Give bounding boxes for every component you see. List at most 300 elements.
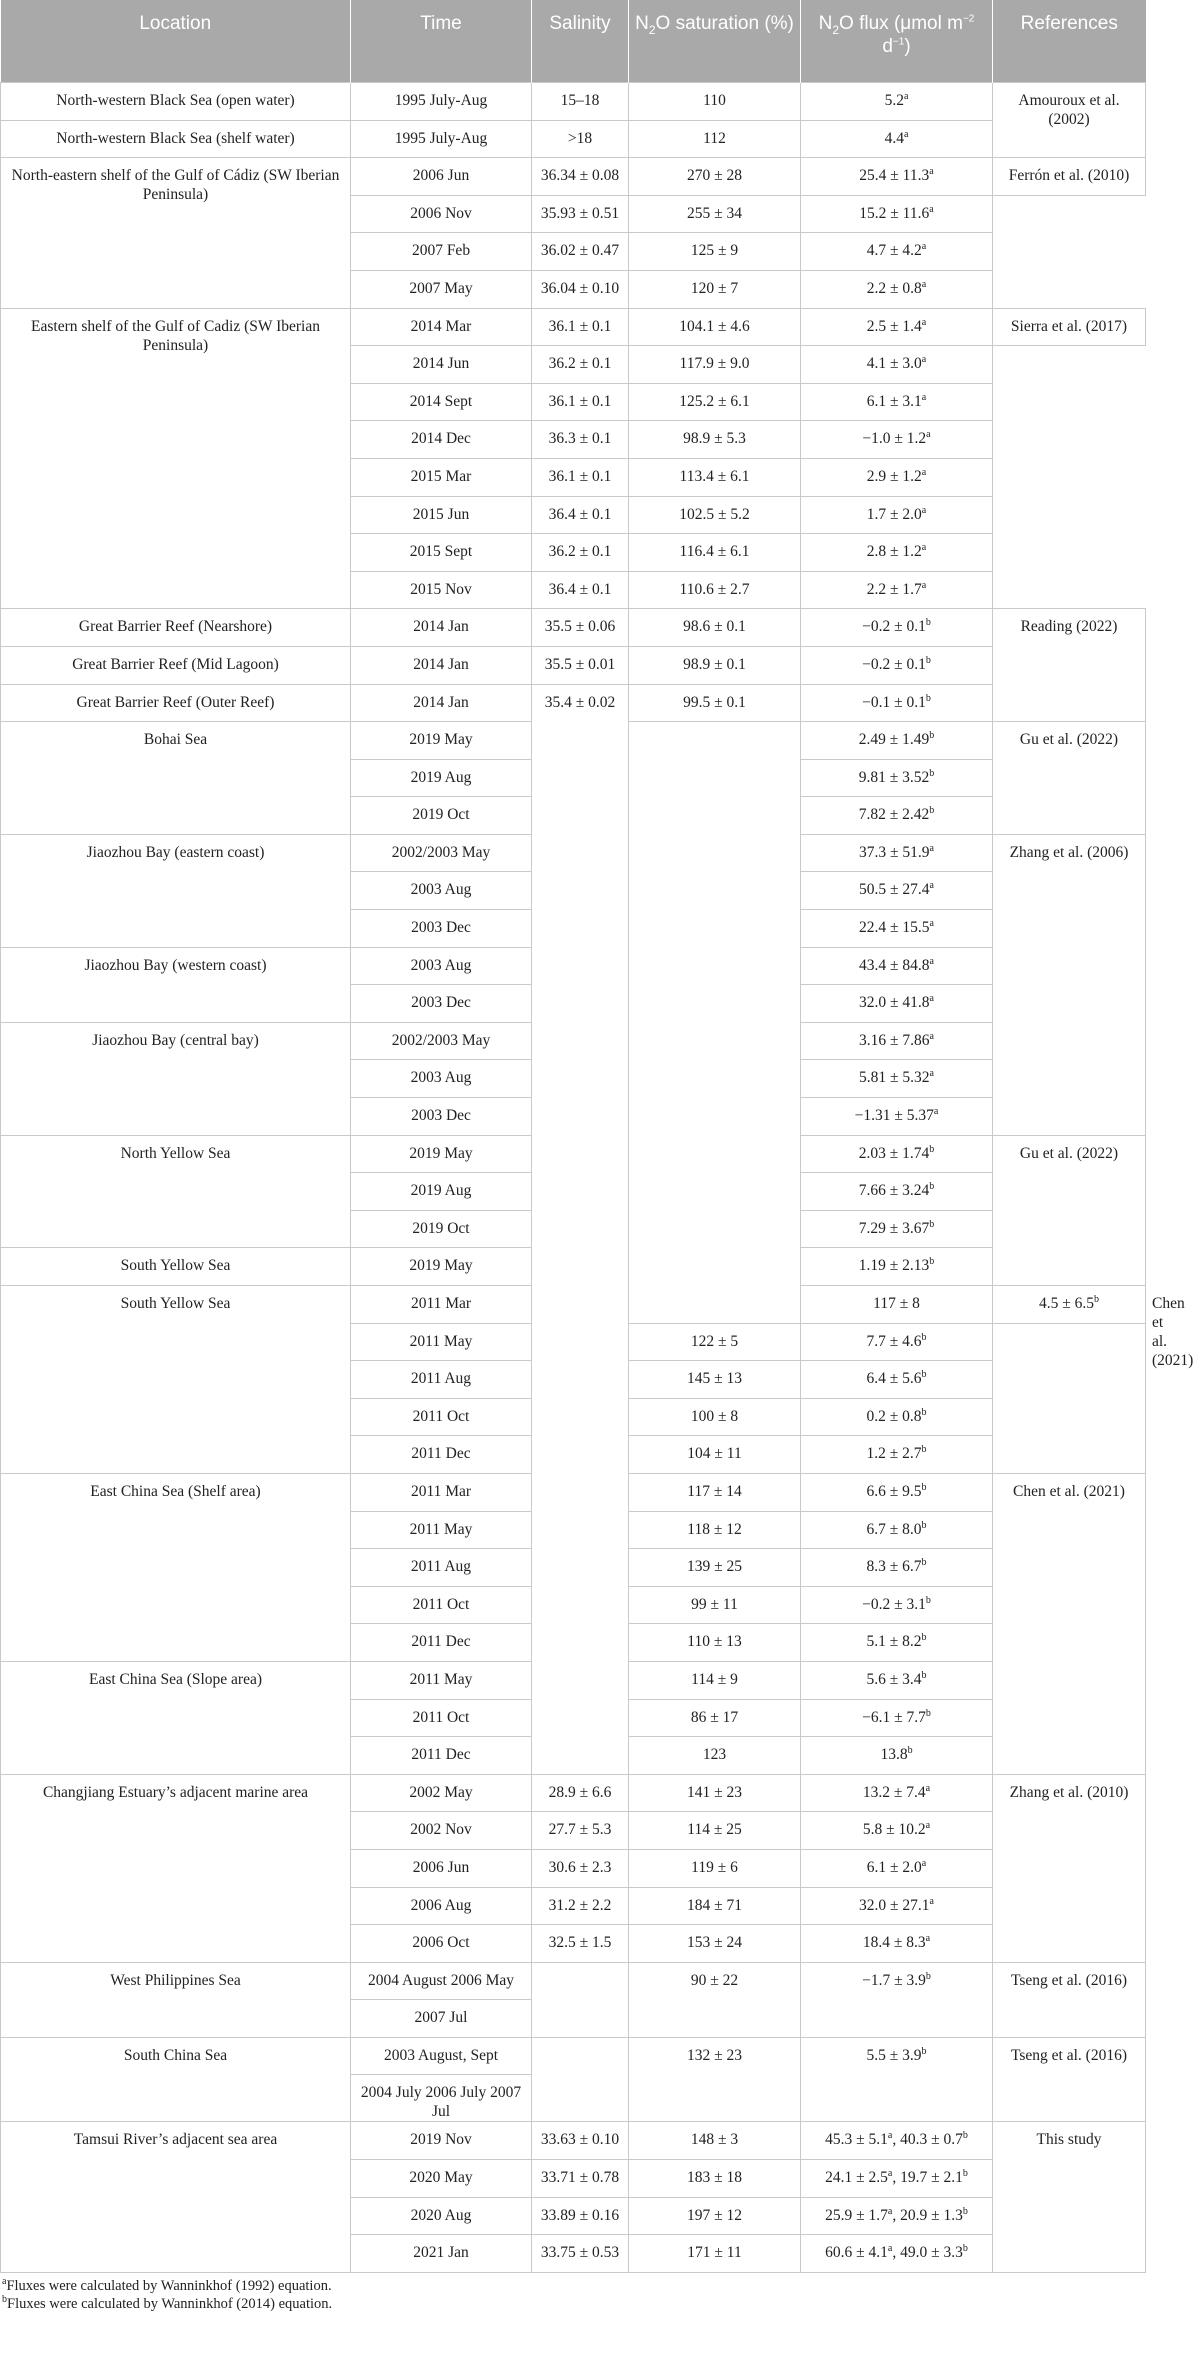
cell-time: 2006 Nov	[351, 195, 532, 233]
cell-flux	[801, 722, 993, 760]
cell-flux	[801, 834, 993, 872]
cell-location: Eastern shelf of the Gulf of Cadiz (SW Iberian Peninsula)	[1, 308, 351, 609]
flux-footnote-mark: a	[929, 203, 934, 215]
cell-time: 2019 May	[351, 1135, 532, 1173]
cell-saturation: 125 ± 9	[629, 233, 801, 271]
cell-saturation: 114 ± 9	[629, 1661, 801, 1699]
cell-flux	[801, 1098, 993, 1136]
cell-saturation: 120 ± 7	[629, 270, 801, 308]
flux-value: 6.6 ± 9.5	[866, 1482, 922, 1500]
flux-value: −1.0 ± 1.2	[862, 430, 927, 448]
table-row	[1, 158, 1146, 196]
cell-time: 2011 May	[351, 1323, 532, 1361]
cell-saturation: 99.5 ± 0.1	[629, 684, 801, 722]
cell-flux	[801, 1925, 993, 1963]
flux-value: 60.6 ± 4.1	[825, 2244, 888, 2262]
cell-location: Jiaozhou Bay (eastern coast)	[1, 834, 351, 947]
flux-footnote-mark: b	[1094, 1293, 1099, 1305]
cell-flux	[801, 1699, 993, 1737]
cell-flux	[801, 1361, 993, 1399]
cell-salinity: 33.63 ± 0.10	[532, 2122, 629, 2160]
cell-reference: Zhang et al. (2010)	[993, 1774, 1146, 1962]
cell-location: Great Barrier Reef (Mid Lagoon)	[1, 646, 351, 684]
flux-footnote-mark: a	[926, 429, 931, 441]
flux-value: 7.82 ± 2.42	[858, 806, 930, 824]
cell-saturation: 110	[629, 83, 801, 121]
cell-location: Great Barrier Reef (Outer Reef)	[1, 684, 351, 722]
flux-footnote-mark: a	[929, 1068, 934, 1080]
cell-saturation: 270 ± 28	[629, 158, 801, 196]
cell-saturation: 117 ± 8	[801, 1286, 993, 1324]
flux-value: 5.6 ± 3.4	[866, 1670, 922, 1688]
cell-flux	[801, 1586, 993, 1624]
cell-flux	[801, 270, 993, 308]
cell-saturation: 90 ± 22	[629, 1962, 801, 2037]
header-references: References	[993, 0, 1146, 83]
cell-reference: Gu et al. (2022)	[993, 722, 1146, 835]
cell-salinity: 36.2 ± 0.1	[532, 534, 629, 572]
cell-saturation: 98.6 ± 0.1	[629, 609, 801, 647]
cell-salinity: 15–18	[532, 83, 629, 121]
cell-saturation: 132 ± 23	[629, 2037, 801, 2122]
cell-flux	[801, 1661, 993, 1699]
flux-footnote-mark: a	[921, 391, 927, 403]
cell-reference: Sierra et al. (2017)	[993, 308, 1146, 346]
cell-location: East China Sea (Slope area)	[1, 1661, 351, 1774]
cell-flux	[801, 1511, 993, 1549]
header-salinity: Salinity	[532, 0, 629, 83]
cell-salinity: 28.9 ± 6.6	[532, 1774, 629, 1812]
cell-saturation: 86 ± 17	[629, 1699, 801, 1737]
cell-location: Tamsui River’s adjacent sea area	[1, 2122, 351, 2272]
cell-time: 2006 Aug	[351, 1887, 532, 1925]
cell-location: South Yellow Sea	[1, 1286, 351, 1474]
flux-footnote-mark: a	[925, 1932, 931, 1944]
flux-value: 2.03 ± 1.74	[858, 1144, 930, 1162]
table-row	[1, 2122, 1146, 2160]
flux-footnote-mark: a	[929, 842, 934, 854]
cell-time: 2014 Jan	[351, 684, 532, 722]
cell-flux	[801, 1173, 993, 1211]
flux-footnote-mark: a	[921, 1857, 927, 1869]
cell-time: 2014 Dec	[351, 421, 532, 459]
cell-saturation: 104.1 ± 4.6	[629, 308, 801, 346]
cell-time: 2014 Mar	[351, 308, 532, 346]
cell-time: 2003 Aug	[351, 1060, 532, 1098]
header-saturation: $N_2O$ saturation (%)	[629, 0, 801, 83]
flux-footnote-mark: b	[921, 1331, 927, 1343]
flux-value: 45.3 ± 5.1	[825, 2131, 888, 2149]
flux-value: 2.5 ± 1.4	[866, 317, 922, 335]
cell-flux	[801, 195, 993, 233]
flux-value: 6.4 ± 5.6	[866, 1370, 922, 1388]
table-header	[1, 0, 1146, 83]
cell-location: South China Sea	[1, 2037, 351, 2122]
cell-time: 2014 Sept	[351, 383, 532, 421]
flux-value-2: , 40.3 ± 0.7	[892, 2131, 963, 2149]
flux-value: 7.66 ± 3.24	[858, 1182, 930, 1200]
table-row	[1, 1774, 1146, 1812]
cell-salinity: 30.6 ± 2.3	[532, 1849, 629, 1887]
cell-flux	[801, 308, 993, 346]
flux-footnote-mark: a	[903, 90, 909, 102]
cell-reference: Ferrón et al. (2010)	[993, 158, 1146, 196]
flux-footnote-mark: a	[921, 278, 927, 290]
cell-saturation: 255 ± 34	[629, 195, 801, 233]
cell-flux	[801, 646, 993, 684]
flux-value: 32.0 ± 41.8	[859, 994, 930, 1012]
cell-salinity: 27.7 ± 5.3	[532, 1812, 629, 1850]
cell-flux	[801, 759, 993, 797]
cell-salinity: 31.2 ± 2.2	[532, 1887, 629, 1925]
cell-reference: Tseng et al. (2016)	[993, 2037, 1146, 2122]
flux-value: 5.1 ± 8.2	[866, 1633, 922, 1651]
footnote-b: $^b$Fluxes were calculated by Wanninkhof (2014) equation.	[2, 2294, 333, 2312]
flux-value: −1.7 ± 3.9	[862, 1971, 926, 1989]
flux-value: 43.4 ± 84.8	[859, 956, 930, 974]
cell-location: Bohai Sea	[1, 722, 351, 835]
cell-saturation: 118 ± 12	[629, 1511, 801, 1549]
flux-footnote-mark: a	[921, 579, 927, 591]
cell-saturation: 102.5 ± 5.2	[629, 496, 801, 534]
flux-footnote-mark: b	[921, 1444, 927, 1456]
flux-footnote-mark: a	[887, 2243, 893, 2255]
table-row	[1, 646, 1146, 684]
cell-time: 2011 Dec	[351, 1737, 532, 1775]
flux-footnote-mark: b	[929, 1143, 935, 1155]
flux-footnote-mark: b	[921, 1519, 927, 1531]
flux-footnote-mark: b	[921, 1481, 927, 1493]
flux-value: 13.2 ± 7.4	[862, 1783, 926, 1801]
cell-saturation: 184 ± 71	[629, 1887, 801, 1925]
cell-salinity: 33.89 ± 0.16	[532, 2197, 629, 2235]
flux-value: 2.2 ± 0.8	[866, 279, 922, 297]
cell-flux	[801, 947, 993, 985]
flux-value: 1.2 ± 2.7	[866, 1445, 922, 1463]
flux-footnote-mark: a	[921, 316, 927, 328]
cell-time: 2011 Mar	[351, 1286, 532, 1324]
flux-value: 4.7 ± 4.2	[866, 242, 922, 260]
flux-footnote-mark: a	[921, 541, 927, 553]
flux-value: −0.1 ± 0.1	[862, 693, 926, 711]
cell-time: 2011 Oct	[351, 1398, 532, 1436]
cell-flux	[801, 1436, 993, 1474]
cell-time: 2006 Jun	[351, 1849, 532, 1887]
cell-flux	[801, 1323, 993, 1361]
flux-value: −6.1 ± 7.7	[862, 1708, 926, 1726]
cell-time: 2007 Feb	[351, 233, 532, 271]
cell-time: 2020 Aug	[351, 2197, 532, 2235]
flux-footnote-mark: a	[929, 1030, 934, 1042]
cell-flux	[801, 1060, 993, 1098]
cell-saturation: 125.2 ± 6.1	[629, 383, 801, 421]
flux-value: 37.3 ± 51.9	[859, 843, 930, 861]
cell-saturation: 113.4 ± 6.1	[629, 458, 801, 496]
cell-location: North Yellow Sea	[1, 1135, 351, 1248]
flux-footnote-mark: b	[907, 1744, 913, 1756]
flux-footnote-mark-2: b	[962, 2205, 968, 2217]
cell-flux	[801, 2037, 993, 2122]
table-row	[1, 83, 1146, 121]
cell-flux	[801, 1135, 993, 1173]
cell-time: 2015 Jun	[351, 496, 532, 534]
table-body	[1, 83, 1193, 2273]
flux-footnote-mark: b	[929, 729, 935, 741]
cell-time: 2003 Dec	[351, 910, 532, 948]
flux-footnote-mark: a	[925, 1782, 931, 1794]
cell-time: 2007 Jul	[351, 2000, 532, 2038]
cell-flux	[801, 2122, 993, 2160]
cell-location: West Philippines Sea	[1, 1962, 351, 2037]
flux-value-2: , 20.9 ± 1.3	[892, 2206, 963, 2224]
cell-time: 2019 May	[351, 722, 532, 760]
flux-value: 6.7 ± 8.0	[866, 1520, 922, 1538]
flux-footnote-mark: b	[925, 1707, 931, 1719]
cell-time: 2011 Dec	[351, 1624, 532, 1662]
cell-time: 2003 Dec	[351, 1098, 532, 1136]
cell-time: 2019 Oct	[351, 797, 532, 835]
cell-location: South Yellow Sea	[1, 1248, 351, 1286]
cell-time: 2019 May	[351, 1248, 532, 1286]
cell-salinity: 35.5 ± 0.01	[532, 646, 629, 684]
cell-time: 1995 July-Aug	[351, 120, 532, 158]
flux-value: 4.5 ± 6.5	[1038, 1295, 1094, 1312]
cell-flux	[801, 233, 993, 271]
cell-salinity: 35.93 ± 0.51	[532, 195, 629, 233]
flux-value: −0.2 ± 0.1	[862, 655, 926, 673]
cell-time: 2004 July 2006 July 2007 Jul	[351, 2075, 532, 2122]
flux-value: 15.2 ± 11.6	[859, 204, 930, 222]
cell-salinity: 33.75 ± 0.53	[532, 2235, 629, 2273]
cell-flux	[801, 383, 993, 421]
cell-flux	[801, 346, 993, 384]
flux-footnote-mark: a	[887, 2167, 893, 2179]
flux-value: 50.5 ± 27.4	[859, 881, 930, 899]
cell-saturation: 183 ± 18	[629, 2160, 801, 2198]
cell-saturation: 100 ± 8	[629, 1398, 801, 1436]
cell-flux	[801, 1887, 993, 1925]
cell-flux	[801, 571, 993, 609]
cell-location: East China Sea (Shelf area)	[1, 1473, 351, 1661]
cell-flux	[801, 1962, 993, 2037]
flux-value: 5.81 ± 5.32	[859, 1069, 930, 1087]
cell-saturation: 110 ± 13	[629, 1624, 801, 1662]
flux-footnote-mark: b	[921, 1669, 927, 1681]
flux-value: 4.4	[884, 129, 904, 147]
flux-footnote-mark: a	[921, 354, 927, 365]
flux-footnote-mark: a	[921, 504, 927, 516]
cell-saturation: 116.4 ± 6.1	[629, 534, 801, 572]
cell-salinity: 32.5 ± 1.5	[532, 1925, 629, 1963]
flux-footnote-mark: b	[921, 1632, 927, 1644]
header-location: Location	[1, 0, 351, 83]
cell-saturation: 145 ± 13	[629, 1361, 801, 1399]
cell-salinity: 36.1 ± 0.1	[532, 383, 629, 421]
flux-value: −0.2 ± 0.1	[862, 618, 926, 636]
cell-flux	[801, 1210, 993, 1248]
cell-time: 2019 Aug	[351, 759, 532, 797]
flux-footnote-mark: a	[921, 466, 927, 478]
cell-saturation: 153 ± 24	[629, 1925, 801, 1963]
cell-time: 2003 Dec	[351, 985, 532, 1023]
flux-footnote-mark-2: b	[962, 2130, 968, 2142]
cell-location: North-eastern shelf of the Gulf of Cádiz (SW Iberian Peninsula)	[1, 158, 351, 308]
cell-time: 2006 Oct	[351, 1925, 532, 1963]
flux-footnote-mark: a	[929, 917, 934, 929]
cell-salinity: 36.02 ± 0.47	[532, 233, 629, 271]
cell-time: 2002/2003 May	[351, 834, 532, 872]
flux-footnote-mark: a	[887, 2130, 893, 2142]
cell-time: 2011 May	[351, 1511, 532, 1549]
cell-flux	[801, 985, 993, 1023]
cell-saturation: 139 ± 25	[629, 1549, 801, 1587]
cell-time: 1995 July-Aug	[351, 83, 532, 121]
cell-time: 2015 Nov	[351, 571, 532, 609]
flux-value: 0.2 ± 0.8	[866, 1407, 922, 1425]
cell-time: 2014 Jun	[351, 346, 532, 384]
flux-footnote-mark: a	[929, 993, 934, 1005]
table-row	[1, 2037, 1146, 2075]
cell-flux	[801, 2160, 993, 2198]
cell-saturation: 114 ± 25	[629, 1812, 801, 1850]
cell-flux	[801, 797, 993, 835]
cell-flux	[801, 496, 993, 534]
cell-location: North-western Black Sea (shelf water)	[1, 120, 351, 158]
cell-salinity: 36.3 ± 0.1	[532, 421, 629, 459]
flux-footnote-mark: b	[925, 1594, 931, 1606]
cell-flux	[801, 1624, 993, 1662]
flux-footnote-mark: a	[929, 955, 934, 967]
cell-saturation: 112	[629, 120, 801, 158]
cell-flux	[801, 684, 993, 722]
flux-value: 4.1 ± 3.0	[866, 355, 922, 373]
cell-time: 2019 Nov	[351, 2122, 532, 2160]
cell-flux	[801, 158, 993, 196]
cell-time: 2015 Sept	[351, 534, 532, 572]
flux-value: 22.4 ± 15.5	[859, 919, 930, 937]
flux-footnote-mark: a	[887, 2205, 893, 2217]
cell-flux	[801, 2197, 993, 2235]
flux-footnote-mark: b	[921, 1369, 927, 1381]
cell-reference: Zhang et al. (2006)	[993, 834, 1146, 1135]
cell-time: 2011 Dec	[351, 1436, 532, 1474]
cell-flux	[801, 609, 993, 647]
cell-flux	[801, 910, 993, 948]
flux-footnote-mark: b	[925, 654, 931, 666]
flux-value: 5.8 ± 10.2	[862, 1821, 926, 1839]
cell-time: 2011 Oct	[351, 1699, 532, 1737]
cell-time: 2011 May	[351, 1661, 532, 1699]
cell-salinity: 35.4 ± 0.02	[532, 684, 629, 1774]
table-row	[1, 1962, 1146, 2000]
cell-reference: Amouroux et al. (2002)	[993, 83, 1146, 158]
cell-saturation	[629, 722, 801, 1324]
cell-time: 2014 Jan	[351, 609, 532, 647]
cell-reference: Reading (2022)	[993, 609, 1146, 722]
footnote-a: $^a$Fluxes were calculated by Wanninkhof (1992) equation.	[2, 2276, 332, 2294]
cell-flux	[801, 1812, 993, 1850]
cell-flux	[801, 2235, 993, 2273]
cell-reference: This study	[993, 2122, 1146, 2272]
cell-location: Jiaozhou Bay (western coast)	[1, 947, 351, 1022]
cell-time: 2003 Aug	[351, 872, 532, 910]
flux-footnote-mark: b	[921, 1406, 927, 1418]
cell-salinity: 36.4 ± 0.1	[532, 571, 629, 609]
cell-saturation: 117.9 ± 9.0	[629, 346, 801, 384]
cell-flux	[801, 1737, 993, 1775]
cell-time: 2003 August, Sept	[351, 2037, 532, 2075]
cell-flux	[801, 872, 993, 910]
flux-value: 5.2	[884, 92, 904, 109]
flux-value: −1.31 ± 5.37	[854, 1107, 934, 1125]
cell-time: 2002 Nov	[351, 1812, 532, 1850]
cell-salinity: 36.34 ± 0.08	[532, 158, 629, 196]
cell-location: Great Barrier Reef (Nearshore)	[1, 609, 351, 647]
cell-flux	[801, 1473, 993, 1511]
cell-saturation: 98.9 ± 0.1	[629, 646, 801, 684]
flux-footnote-mark-2: b	[962, 2243, 968, 2255]
cell-saturation: 98.9 ± 5.3	[629, 421, 801, 459]
flux-footnote-mark: b	[929, 1218, 935, 1230]
header-flux: $N_2O$ flux (μmol $m^{-2}$ $d^{-1}$)	[801, 0, 993, 83]
cell-flux	[801, 1774, 993, 1812]
cell-time: 2011 Mar	[351, 1473, 532, 1511]
cell-time: 2015 Mar	[351, 458, 532, 496]
flux-value: 2.9 ± 1.2	[866, 467, 922, 485]
cell-salinity	[532, 1962, 629, 2037]
table-row	[1, 684, 1146, 722]
cell-time: 2011 Aug	[351, 1361, 532, 1399]
cell-time: 2004 August 2006 May	[351, 1962, 532, 2000]
flux-value: 1.7 ± 2.0	[866, 505, 922, 523]
flux-footnote-mark: a	[929, 1895, 934, 1907]
flux-footnote-mark: a	[929, 880, 934, 892]
flux-footnote-mark: b	[929, 1256, 935, 1268]
cell-salinity: 35.5 ± 0.06	[532, 609, 629, 647]
cell-flux	[801, 83, 993, 121]
cell-salinity: 36.2 ± 0.1	[532, 346, 629, 384]
cell-saturation: 119 ± 6	[629, 1849, 801, 1887]
flux-value: 9.81 ± 3.52	[858, 768, 930, 786]
cell-flux	[801, 120, 993, 158]
cell-flux	[801, 534, 993, 572]
cell-time: 2002/2003 May	[351, 1022, 532, 1060]
flux-footnote-mark: a	[933, 1105, 939, 1117]
cell-flux	[801, 1549, 993, 1587]
cell-saturation: 122 ± 5	[629, 1323, 801, 1361]
flux-footnote-mark: b	[921, 2045, 927, 2057]
cell-salinity: 36.1 ± 0.1	[532, 308, 629, 346]
flux-value-2: , 19.7 ± 2.1	[892, 2169, 963, 2187]
table-row	[1, 308, 1146, 346]
flux-footnote-mark: a	[929, 166, 934, 178]
cell-time: 2003 Aug	[351, 947, 532, 985]
cell-saturation: 141 ± 23	[629, 1774, 801, 1812]
cell-time: 2021 Jan	[351, 2235, 532, 2273]
cell-saturation: 104 ± 11	[629, 1436, 801, 1474]
cell-salinity: 36.4 ± 0.1	[532, 496, 629, 534]
cell-flux	[801, 1398, 993, 1436]
flux-value: 6.1 ± 2.0	[866, 1858, 922, 1876]
flux-value: 13.8	[880, 1746, 908, 1764]
cell-salinity: >18	[532, 120, 629, 158]
cell-salinity	[532, 2037, 629, 2122]
flux-footnote-mark: b	[921, 1557, 927, 1568]
cell-saturation: 148 ± 3	[629, 2122, 801, 2160]
table-row	[1, 609, 1146, 647]
flux-value: 25.9 ± 1.7	[825, 2206, 888, 2224]
cell-flux	[801, 458, 993, 496]
